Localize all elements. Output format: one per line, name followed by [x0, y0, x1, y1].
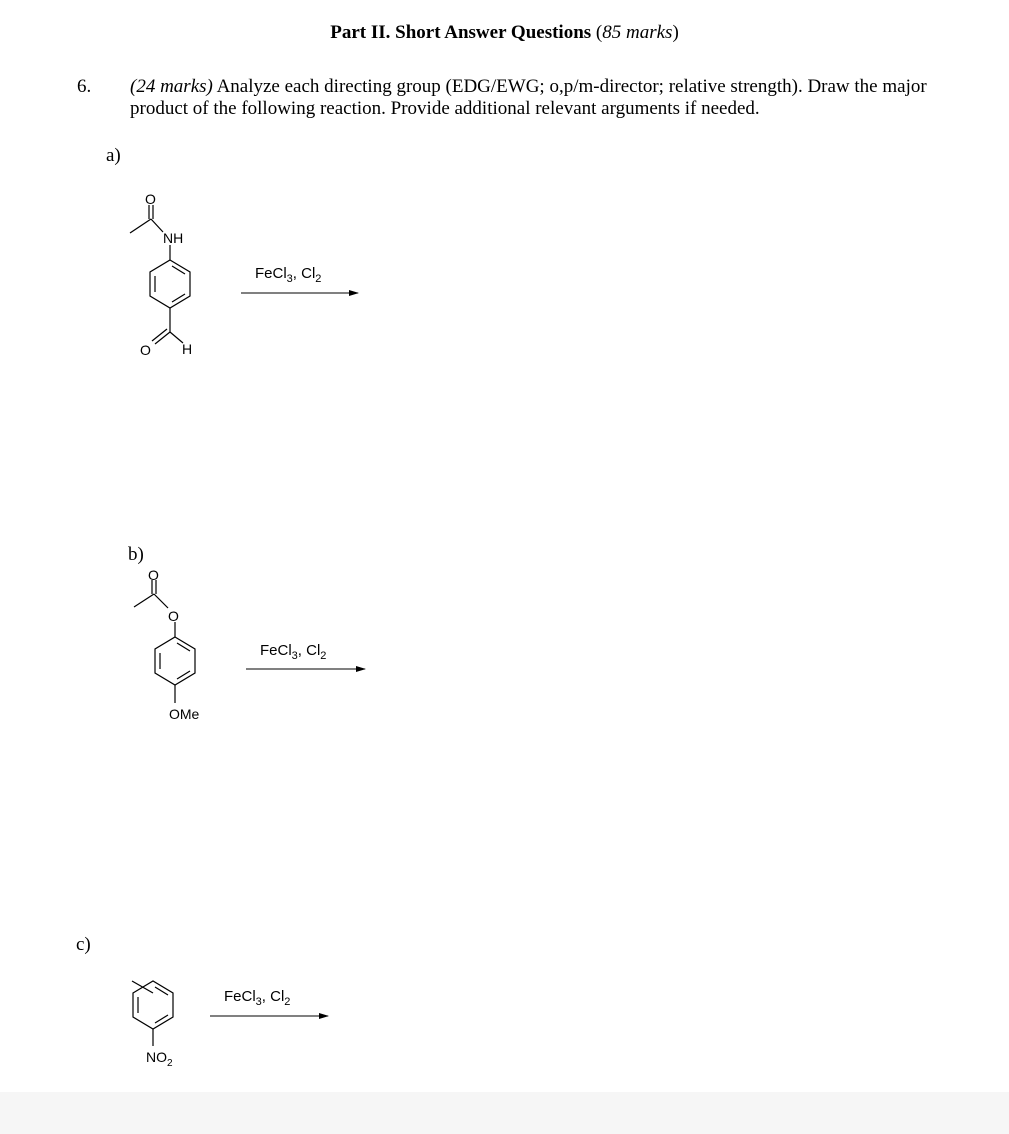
atom-label: NH	[163, 230, 184, 246]
reagents-c: FeCl$_3$, $Cl_2$	[224, 988, 291, 1008]
page-footer-band	[0, 1092, 1009, 1134]
part-b-label: b)	[128, 544, 144, 565]
section-title: Part II. Short Answer Questions	[330, 22, 592, 43]
atom-label: H	[182, 341, 193, 357]
nitro-label: $NO_2$	[146, 1049, 173, 1069]
question-text: Analyze each directing group (EDG/EWG; o,p/m-director; relative strength). Draw the major product of the following reaction. Provide additional relevant arguments if needed.	[130, 76, 927, 119]
atom-label: O	[148, 567, 159, 583]
molecule-b	[134, 580, 195, 703]
reagents-a: FeCl$_3$, $Cl_2$	[255, 265, 322, 285]
molecule-a	[130, 205, 190, 344]
molecule-c	[132, 981, 173, 1046]
part-a-label: a)	[106, 145, 121, 166]
atom-label: O	[145, 191, 156, 207]
part-c-label: c)	[76, 934, 91, 955]
question-marks: (24 marks)	[130, 76, 213, 97]
section-marks: (85 marks)	[595, 22, 679, 43]
atom-label: O	[168, 608, 179, 624]
atom-label: O	[140, 342, 151, 358]
reagents-b: FeCl$_3$, $Cl_2$	[260, 642, 327, 662]
atom-label: OMe	[169, 706, 200, 722]
question-number: 6.	[77, 76, 92, 97]
